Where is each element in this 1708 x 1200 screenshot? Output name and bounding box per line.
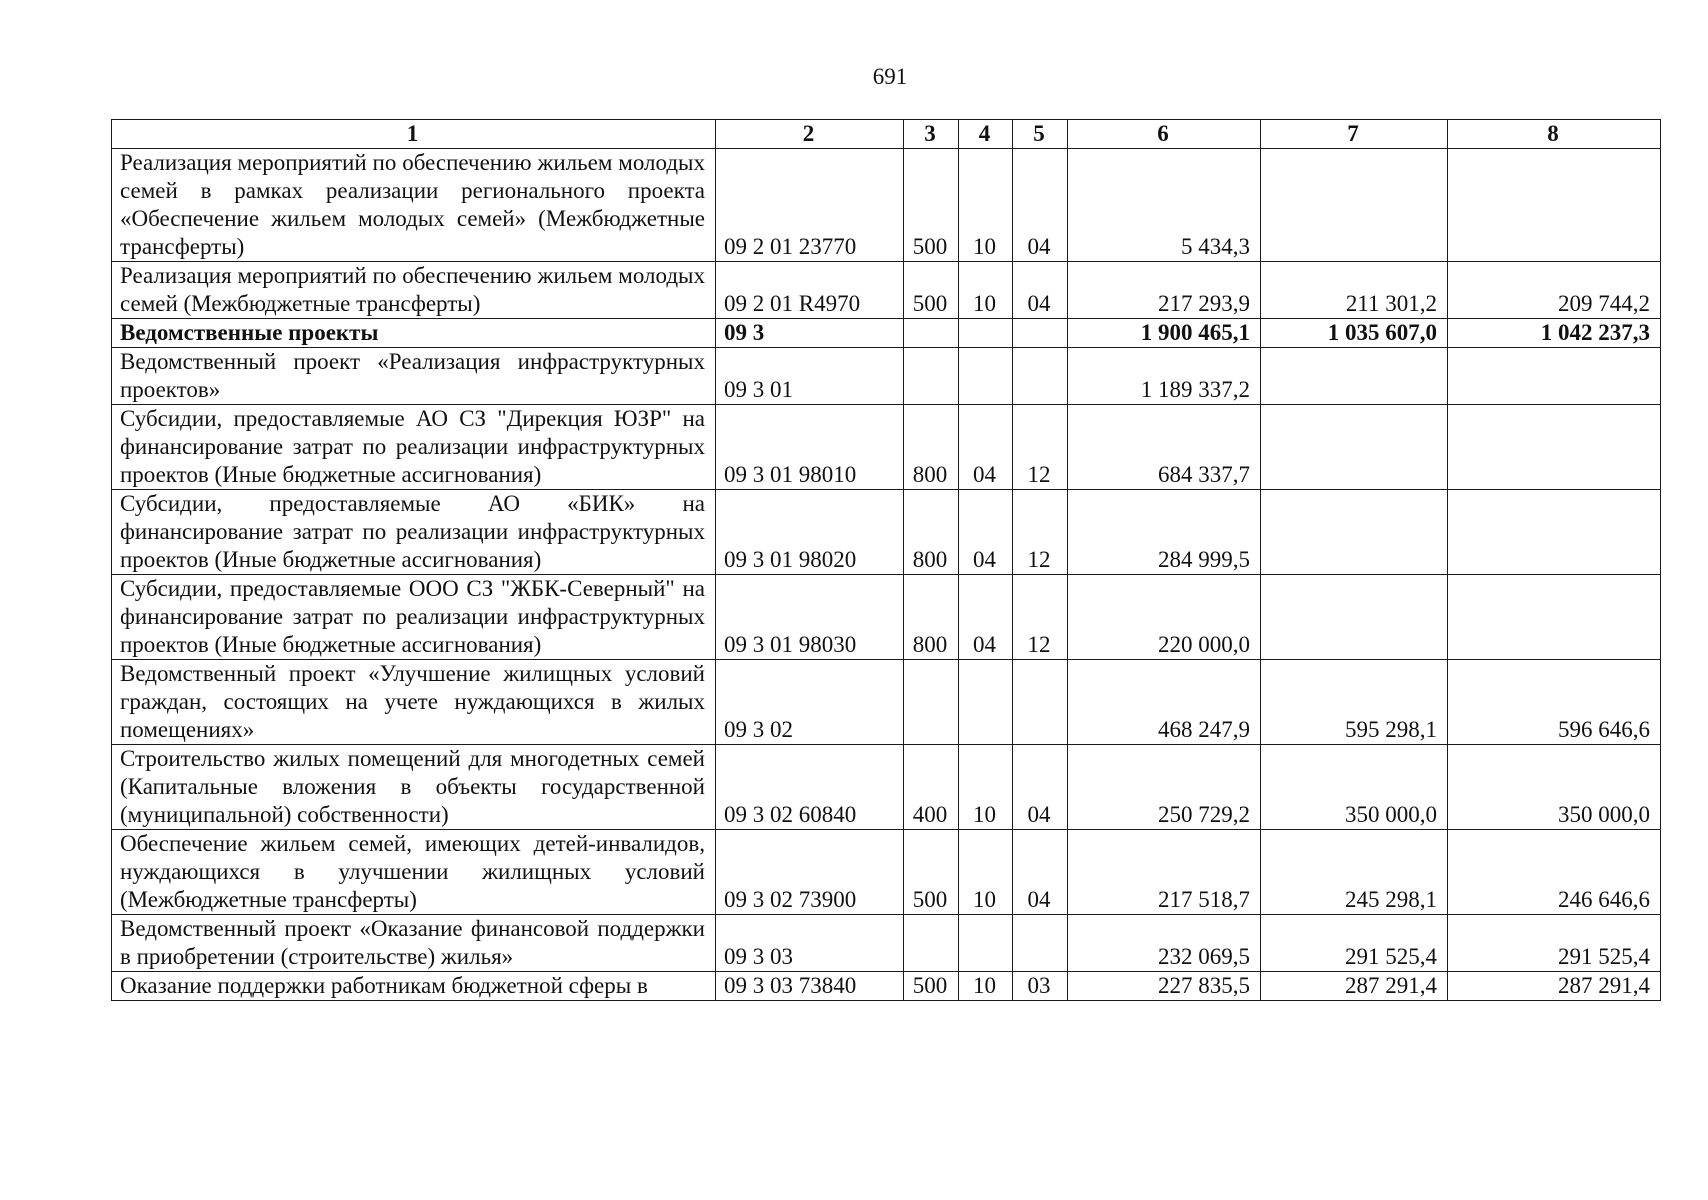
section-cell xyxy=(959,660,1013,745)
page-number: 691 xyxy=(872,64,908,89)
classification-code-cell: 09 3 01 98010 xyxy=(716,405,904,490)
classification-code-cell: 09 3 01 xyxy=(716,348,904,405)
amount-col7-cell xyxy=(1261,149,1448,262)
row-name-cell: Обеспечение жильем семей, имеющих детей-инвалидов, нуждающихся в улучшении жилищных условий (Межбюджетные трансферты) xyxy=(112,830,716,915)
classification-code-cell: 09 2 01 R4970 xyxy=(716,262,904,319)
classification-code-cell: 09 3 xyxy=(716,319,904,348)
amount-col7-cell: 245 298,1 xyxy=(1261,830,1448,915)
classification-code-cell: 09 3 02 xyxy=(716,660,904,745)
amount-col8-cell: 350 000,0 xyxy=(1448,745,1661,830)
table-row xyxy=(112,915,1661,972)
section-cell xyxy=(959,319,1013,348)
amount-col7-cell: 291 525,4 xyxy=(1261,915,1448,972)
classification-code-cell: 09 3 02 60840 xyxy=(716,745,904,830)
subsection-cell: 12 xyxy=(1013,405,1068,490)
section-cell xyxy=(959,348,1013,405)
header-cell: 7 xyxy=(1261,120,1448,149)
expense-type-cell xyxy=(904,348,959,405)
row-name-cell: Ведомственные проекты xyxy=(112,319,716,348)
classification-code-cell: 09 3 01 98030 xyxy=(716,575,904,660)
amount-col7-cell xyxy=(1261,575,1448,660)
amount-col6-cell: 684 337,7 xyxy=(1068,405,1261,490)
section-cell: 04 xyxy=(959,575,1013,660)
table-row xyxy=(112,745,1661,830)
amount-col8-cell xyxy=(1448,575,1661,660)
expense-type-cell: 500 xyxy=(904,830,959,915)
row-name-cell: Ведомственный проект «Улучшение жилищных условий граждан, состоящих на учете нуждающихся в жилых помещениях» xyxy=(112,660,716,745)
section-cell: 04 xyxy=(959,490,1013,575)
amount-col7-cell: 287 291,4 xyxy=(1261,972,1448,1001)
amount-col6-cell: 250 729,2 xyxy=(1068,745,1261,830)
amount-col8-cell: 287 291,4 xyxy=(1448,972,1661,1001)
subsection-cell xyxy=(1013,915,1068,972)
header-row xyxy=(112,120,1661,149)
amount-col8-cell: 596 646,6 xyxy=(1448,660,1661,745)
table-row xyxy=(112,830,1661,915)
amount-col7-cell: 595 298,1 xyxy=(1261,660,1448,745)
amount-col8-cell xyxy=(1448,149,1661,262)
section-cell xyxy=(959,915,1013,972)
expense-type-cell: 400 xyxy=(904,745,959,830)
amount-col6-cell: 232 069,5 xyxy=(1068,915,1261,972)
table-row xyxy=(112,660,1661,745)
amount-col6-cell: 284 999,5 xyxy=(1068,490,1261,575)
subsection-cell xyxy=(1013,348,1068,405)
amount-col6-cell: 5 434,3 xyxy=(1068,149,1261,262)
table-row xyxy=(112,490,1661,575)
table-row xyxy=(112,262,1661,319)
row-name-cell: Реализация мероприятий по обеспечению жильем молодых семей (Межбюджетные трансферты) xyxy=(112,262,716,319)
subsection-cell: 03 xyxy=(1013,972,1068,1001)
section-cell: 10 xyxy=(959,972,1013,1001)
row-name-cell: Субсидии, предоставляемые АО СЗ "Дирекция ЮЗР" на финансирование затрат по реализации инфраструктурных проектов (Иные бюджетные ассигнования) xyxy=(112,405,716,490)
amount-col7-cell: 211 301,2 xyxy=(1261,262,1448,319)
header-cell: 1 xyxy=(112,120,716,149)
table-row xyxy=(112,972,1661,1001)
amount-col7-cell: 350 000,0 xyxy=(1261,745,1448,830)
table-row xyxy=(112,405,1661,490)
amount-col8-cell: 291 525,4 xyxy=(1448,915,1661,972)
section-cell: 04 xyxy=(959,405,1013,490)
amount-col7-cell: 1 035 607,0 xyxy=(1261,319,1448,348)
section-cell: 10 xyxy=(959,830,1013,915)
amount-col8-cell xyxy=(1448,348,1661,405)
amount-col6-cell: 468 247,9 xyxy=(1068,660,1261,745)
expense-type-cell: 800 xyxy=(904,405,959,490)
subsection-cell: 12 xyxy=(1013,490,1068,575)
expense-type-cell xyxy=(904,660,959,745)
subsection-cell: 04 xyxy=(1013,262,1068,319)
section-cell: 10 xyxy=(959,149,1013,262)
classification-code-cell: 09 3 01 98020 xyxy=(716,490,904,575)
subsection-cell: 04 xyxy=(1013,745,1068,830)
row-name-cell: Субсидии, предоставляемые АО «БИК» на финансирование затрат по реализации инфраструктурных проектов (Иные бюджетные ассигнования) xyxy=(112,490,716,575)
amount-col6-cell: 227 835,5 xyxy=(1068,972,1261,1001)
subsection-cell: 12 xyxy=(1013,575,1068,660)
amount-col8-cell: 246 646,6 xyxy=(1448,830,1661,915)
header-cell: 6 xyxy=(1068,120,1261,149)
amount-col6-cell: 217 518,7 xyxy=(1068,830,1261,915)
amount-col7-cell xyxy=(1261,348,1448,405)
amount-col8-cell: 1 042 237,3 xyxy=(1448,319,1661,348)
header-cell: 3 xyxy=(904,120,959,149)
header-cell: 4 xyxy=(959,120,1013,149)
table-row xyxy=(112,575,1661,660)
expense-type-cell: 800 xyxy=(904,490,959,575)
row-name-cell: Строительство жилых помещений для многодетных семей (Капитальные вложения в объекты государственной (муниципальной) собственности) xyxy=(112,745,716,830)
header-cell: 2 xyxy=(716,120,904,149)
subsection-cell xyxy=(1013,660,1068,745)
header-cell: 8 xyxy=(1448,120,1661,149)
row-name-cell: Реализация мероприятий по обеспечению жильем молодых семей в рамках реализации регионального проекта «Обеспечение жильем молодых семей» (Межбюджетные трансферты) xyxy=(112,149,716,262)
amount-col6-cell: 1 189 337,2 xyxy=(1068,348,1261,405)
expense-type-cell: 500 xyxy=(904,262,959,319)
table-row xyxy=(112,348,1661,405)
amount-col7-cell xyxy=(1261,405,1448,490)
budget-table xyxy=(111,119,1661,1001)
row-name-cell: Ведомственный проект «Оказание финансовой поддержки в приобретении (строительстве) жилья» xyxy=(112,915,716,972)
expense-type-cell xyxy=(904,319,959,348)
expense-type-cell: 500 xyxy=(904,972,959,1001)
subsection-cell xyxy=(1013,319,1068,348)
section-cell: 10 xyxy=(959,745,1013,830)
table-row xyxy=(112,319,1661,348)
amount-col8-cell: 209 744,2 xyxy=(1448,262,1661,319)
header-cell: 5 xyxy=(1013,120,1068,149)
amount-col6-cell: 220 000,0 xyxy=(1068,575,1261,660)
amount-col6-cell: 1 900 465,1 xyxy=(1068,319,1261,348)
classification-code-cell: 09 3 02 73900 xyxy=(716,830,904,915)
amount-col8-cell xyxy=(1448,405,1661,490)
classification-code-cell: 09 3 03 xyxy=(716,915,904,972)
section-cell: 10 xyxy=(959,262,1013,319)
classification-code-cell: 09 3 03 73840 xyxy=(716,972,904,1001)
amount-col6-cell: 217 293,9 xyxy=(1068,262,1261,319)
expense-type-cell: 500 xyxy=(904,149,959,262)
table-row xyxy=(112,149,1661,262)
row-name-cell: Субсидии, предоставляемые ООО СЗ "ЖБК-Северный" на финансирование затрат по реализации инфраструктурных проектов (Иные бюджетные ассигнования) xyxy=(112,575,716,660)
row-name-cell: Ведомственный проект «Реализация инфраструктурных проектов» xyxy=(112,348,716,405)
amount-col7-cell xyxy=(1261,490,1448,575)
subsection-cell: 04 xyxy=(1013,830,1068,915)
classification-code-cell: 09 2 01 23770 xyxy=(716,149,904,262)
amount-col8-cell xyxy=(1448,490,1661,575)
subsection-cell: 04 xyxy=(1013,149,1068,262)
expense-type-cell xyxy=(904,915,959,972)
expense-type-cell: 800 xyxy=(904,575,959,660)
row-name-cell: Оказание поддержки работникам бюджетной сферы в xyxy=(112,972,716,1001)
